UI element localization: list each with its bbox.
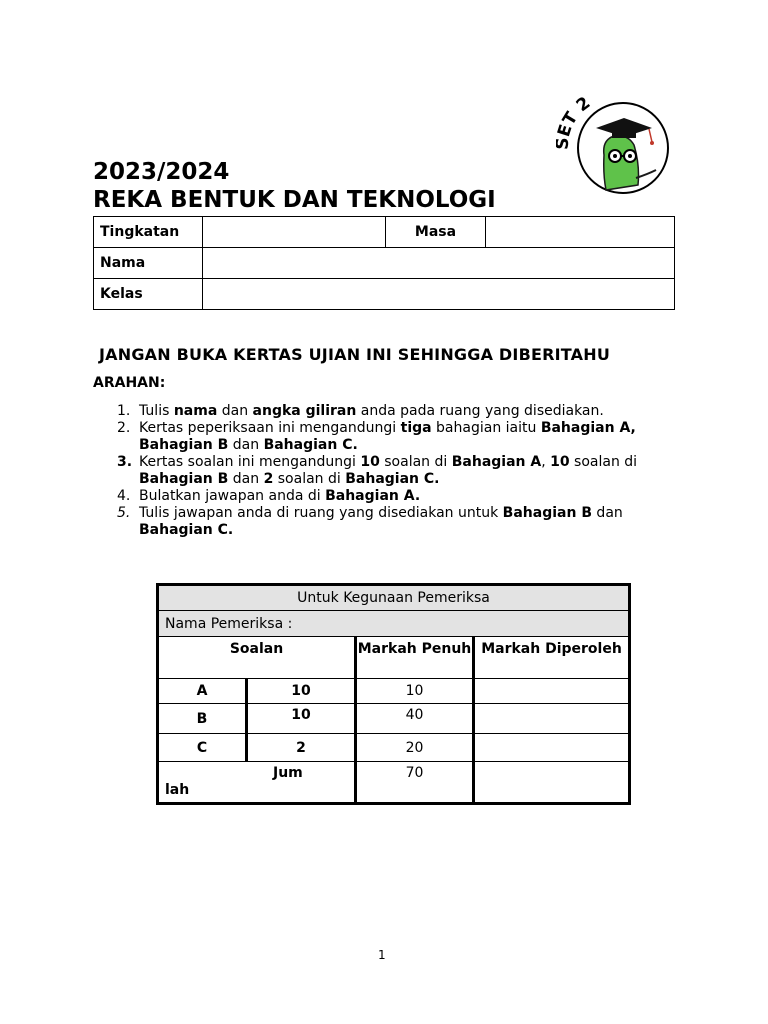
total-label: Jum lah bbox=[158, 762, 356, 804]
kelas-label: Kelas bbox=[94, 279, 203, 310]
examiner-marks-table bbox=[156, 583, 631, 805]
student-info-table bbox=[93, 216, 675, 310]
masa-field[interactable] bbox=[486, 217, 675, 248]
graduate-mascot-icon bbox=[556, 90, 674, 200]
marks-table-title: Untuk Kegunaan Pemeriksa bbox=[158, 585, 630, 611]
total-full-marks: 70 bbox=[356, 762, 474, 804]
questions-cell: 10 bbox=[247, 679, 356, 704]
obtained-marks-field[interactable] bbox=[474, 704, 630, 734]
page-number: 1 bbox=[378, 948, 386, 962]
table-row bbox=[158, 734, 630, 762]
obtained-marks-field[interactable] bbox=[474, 734, 630, 762]
tingkatan-field[interactable] bbox=[203, 217, 386, 248]
instruction-item: 2. Kertas peperiksaan ini mengandungi tiga bahagian iaitu Bahagian A, Bahagian B dan Bahagian C. bbox=[117, 420, 636, 453]
instruction-item: 3. Kertas soalan ini mengandungi 10 soalan di Bahagian A, 10 soalan di Bahagian B dan 2 soalan di Bahagian C. bbox=[117, 454, 638, 487]
table-row bbox=[158, 679, 630, 704]
warning-text: JANGAN BUKA KERTAS UJIAN INI SEHINGGA DIBERITAHU bbox=[99, 345, 611, 364]
kelas-field[interactable] bbox=[203, 279, 675, 310]
total-obtained-field[interactable] bbox=[474, 762, 630, 804]
masa-label: Masa bbox=[386, 217, 486, 248]
tingkatan-label: Tingkatan bbox=[94, 217, 203, 248]
col-soalan: Soalan bbox=[158, 637, 356, 679]
instructions-heading: ARAHAN: bbox=[93, 375, 166, 391]
section-cell: A bbox=[158, 679, 247, 704]
total-row bbox=[158, 762, 630, 804]
questions-cell: 2 bbox=[247, 734, 356, 762]
examiner-name-label: Nama Pemeriksa : bbox=[158, 611, 630, 637]
section-cell: C bbox=[158, 734, 247, 762]
col-markah-diperoleh: Markah Diperoleh bbox=[474, 637, 630, 679]
questions-cell: 10 bbox=[247, 704, 356, 734]
col-markah-penuh: Markah Penuh bbox=[356, 637, 474, 679]
nama-field[interactable] bbox=[203, 248, 675, 279]
subject-title: REKA BENTUK DAN TEKNOLOGI bbox=[93, 187, 496, 213]
instruction-item: 4. Bulatkan jawapan anda di Bahagian A. bbox=[117, 488, 421, 504]
nama-label: Nama bbox=[94, 248, 203, 279]
set-badge bbox=[556, 90, 674, 200]
instructions-list bbox=[117, 403, 657, 539]
instruction-item: 1. Tulis nama dan angka giliran anda pada ruang yang disediakan. bbox=[117, 403, 604, 419]
full-marks-cell: 20 bbox=[356, 734, 474, 762]
section-cell: B bbox=[158, 704, 247, 734]
full-marks-cell: 40 bbox=[356, 704, 474, 734]
instruction-item: 5. Tulis jawapan anda di ruang yang disediakan untuk Bahagian B dan Bahagian C. bbox=[117, 505, 623, 538]
table-row bbox=[158, 704, 630, 734]
exam-year: 2023/2024 bbox=[93, 159, 230, 185]
set-label: ET 2 bbox=[556, 92, 595, 140]
obtained-marks-field[interactable] bbox=[474, 679, 630, 704]
full-marks-cell: 10 bbox=[356, 679, 474, 704]
